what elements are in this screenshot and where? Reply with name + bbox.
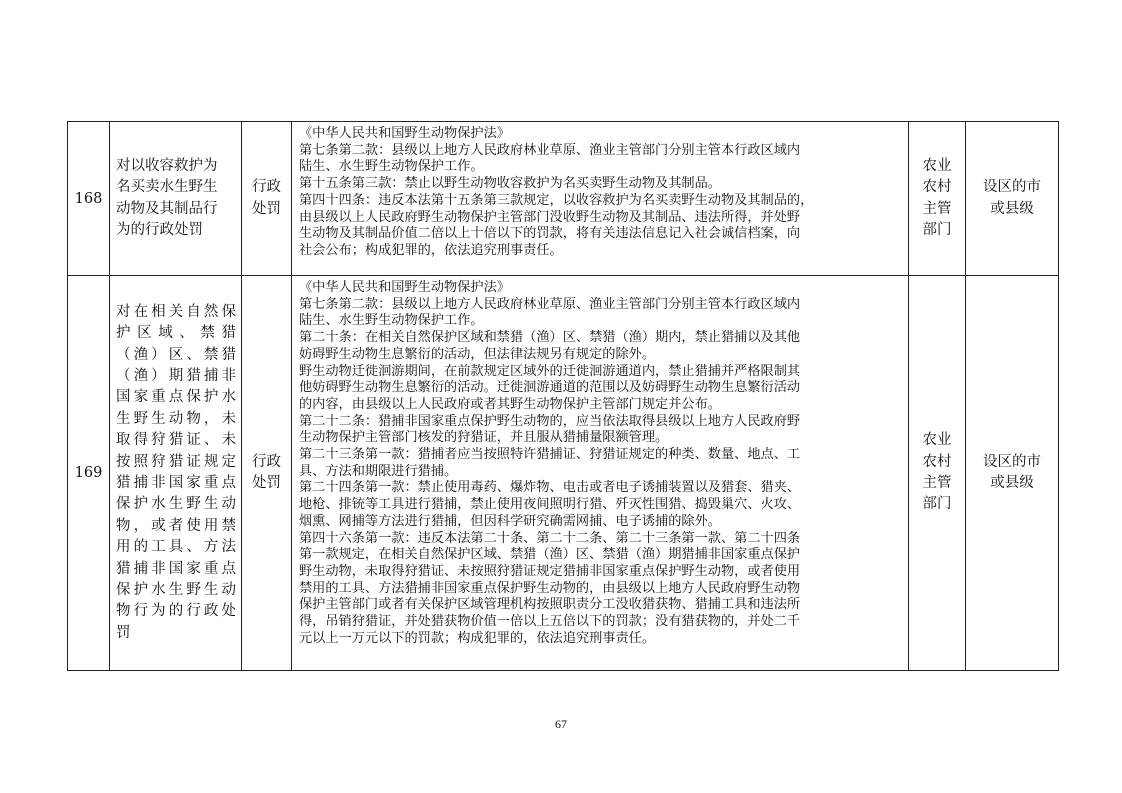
cell-line: 他妨碍野生动物生息繁衍的活动。迁徙洄游通道的范围以及妨碍野生动物生息繁衍活动 (299, 380, 801, 396)
cell-line: 设区的市 (983, 179, 1041, 196)
cell-line: 元以上一万元以下的罚款；构成犯罪的，依法追究刑事责任。 (299, 630, 656, 646)
cell-line: 由县级以上人民政府野生动物保护主管部门没收野生动物及其制品、违法所得，并处野 (299, 209, 801, 225)
table-row (68, 276, 1059, 671)
cell-line: 猎捕非国家重点 (116, 475, 236, 491)
enforcement-level (966, 276, 1059, 671)
cell-line: 第七条第二款：县级以上地方人民政府林业草原、渔业主管部门分别主管本行政区域内 (299, 296, 801, 312)
cell-line: 保护主管部门或者有关保护区域管理机构按照职责分工没收猎获物、猎捕工具和违法所 (299, 597, 801, 613)
penalty-type (242, 276, 292, 671)
cell-line: 具、方法和期限进行猎捕。 (299, 463, 458, 479)
cell-line: 部门 (922, 496, 952, 513)
cell-line: 陆生、水生野生动物保护工作。 (299, 159, 484, 175)
cell-line: 生动物保护主管部门核发的狩猎证，并且服从猎捕量限额管理。 (299, 430, 669, 446)
responsible-department (909, 276, 966, 671)
cell-line: 保护水生野生动 (116, 496, 236, 513)
cell-line: 禁用的工具、方法猎捕非国家重点保护野生动物的，由县级以上地方人民政府野生动物 (299, 580, 801, 596)
cell-line: 第十五条第三款：禁止以野生动物收容救护为名买卖野生动物及其制品。 (299, 176, 721, 192)
cell-line: 处罚 (252, 475, 281, 491)
cell-line: 第七条第二款：县级以上地方人民政府林业草原、渔业主管部门分别主管本行政区域内 (299, 142, 801, 158)
cell-line: 野生动物迁徙洄游期间，在前款规定区域外的迁徙洄游通道内，禁止猎捕并严格限制其 (299, 363, 801, 379)
cell-line: 生野生动物，未 (116, 410, 236, 427)
cell-line: 地枪、排铳等工具进行猎捕，禁止使用夜间照明行猎、歼灭性围猎、捣毁巢穴、火攻、 (299, 497, 801, 513)
cell-line: 第二十二条：猎捕非国家重点保护野生动物的，应当依法取得县级以上地方人民政府野 (299, 413, 801, 429)
cell-line: 护区域、禁猎 (116, 325, 236, 342)
cell-line: 第四十六条第一款：违反本法第二十条、第二十二条、第二十三条第一款、第二十四条 (299, 530, 801, 546)
cell-line: 主管 (922, 200, 952, 217)
cell-line: 物行为的行政处 (116, 603, 236, 620)
cell-line: 国家重点保护水 (116, 389, 236, 406)
cell-line: 农村 (922, 179, 952, 196)
responsible-department (909, 122, 966, 276)
cell-line: 的内容，由县级以上人民政府或者其野生动物保护主管部门规定并公布。 (299, 396, 721, 412)
cell-line: 第四十四条：违反本法第十五条第三款规定，以收容救护为名买卖野生动物及其制品的， (299, 192, 814, 208)
cell-line: 陆生、水生野生动物保护工作。 (299, 313, 484, 329)
cell-line: 动物及其制品行 (116, 200, 218, 217)
cell-line: 妨碍野生动物生息繁衍的活动，但法律法规另有规定的除外。 (299, 346, 656, 362)
cell-line: 主管 (922, 475, 952, 491)
penalty-type (242, 122, 292, 276)
cell-line: 为的行政处罚 (116, 221, 203, 238)
cell-line: 取得狩猎证、未 (116, 432, 236, 449)
cell-line: 生动物及其制品价值二倍以上十倍以下的罚款，将有关违法信息记入社会诚信档案，向 (299, 226, 801, 242)
cell-line: 烟熏、网捕等方法进行猎捕，但因科学研究确需网捕、电子诱捕的除外。 (299, 513, 721, 529)
cell-line: 行政 (252, 179, 281, 196)
cell-line: 对在相关自然保 (116, 303, 236, 320)
cell-line: 用的工具、方法 (116, 539, 236, 556)
cell-line: 物，或者使用禁 (116, 517, 236, 534)
cell-line: 或县级 (990, 475, 1034, 491)
law-table (67, 121, 1059, 671)
cell-line: 第二十三条第一款：猎捕者应当按照特许猎捕证、狩猎证规定的种类、数量、地点、工 (299, 447, 801, 463)
cell-line: 《中华人民共和国野生动物保护法》 (299, 280, 510, 295)
legal-basis (292, 276, 909, 671)
cell-line: 部门 (922, 221, 952, 238)
table-row (68, 122, 1059, 276)
cell-line: 设区的市 (983, 453, 1041, 470)
cell-line: 农村 (922, 453, 952, 470)
cell-line: 农业 (922, 432, 952, 449)
cell-line: 猎捕非国家重点 (116, 560, 236, 577)
item-name (110, 122, 242, 276)
cell-line: 《中华人民共和国野生动物保护法》 (299, 126, 510, 141)
cell-line: 第一款规定，在相关自然保护区域、禁猎（渔）区、禁猎（渔）期猎捕非国家重点保护 (299, 547, 801, 563)
cell-line: 处罚 (252, 200, 281, 217)
item-number: 169 (68, 276, 110, 671)
cell-line: 第二十条：在相关自然保护区域和禁猎（渔）区、禁猎（渔）期内，禁止猎捕以及其他 (299, 330, 801, 346)
cell-line: 第二十四条第一款：禁止使用毒药、爆炸物、电击或者电子诱捕装置以及猎套、猎夹、 (299, 480, 801, 496)
cell-line: （渔）期猎捕非 (116, 367, 236, 384)
cell-line: 罚 (116, 624, 131, 641)
cell-line: 野生动物，未取得狩猎证、未按照狩猎证规定猎捕非国家重点保护野生动物，或者使用 (299, 563, 801, 579)
cell-line: 农业 (922, 157, 952, 174)
cell-line: 社会公布；构成犯罪的，依法追究刑事责任。 (299, 242, 563, 258)
item-number: 168 (68, 122, 110, 276)
cell-line: 保护水生野生动 (116, 582, 236, 599)
page-number: 67 (555, 717, 567, 731)
cell-line: 行政 (252, 453, 281, 470)
cell-line: 按照狩猎证规定 (116, 453, 236, 470)
legal-basis (292, 122, 909, 276)
cell-line: （渔）区、禁猎 (116, 346, 236, 363)
cell-line: 对以收容救护为 (116, 157, 218, 174)
cell-line: 得，吊销狩猎证，并处猎获物价值一倍以上五倍以下的罚款；没有猎获物的，并处二千 (299, 614, 801, 630)
enforcement-level (966, 122, 1059, 276)
cell-line: 或县级 (990, 200, 1034, 217)
item-name (110, 276, 242, 671)
cell-line: 名买卖水生野生 (116, 179, 218, 196)
